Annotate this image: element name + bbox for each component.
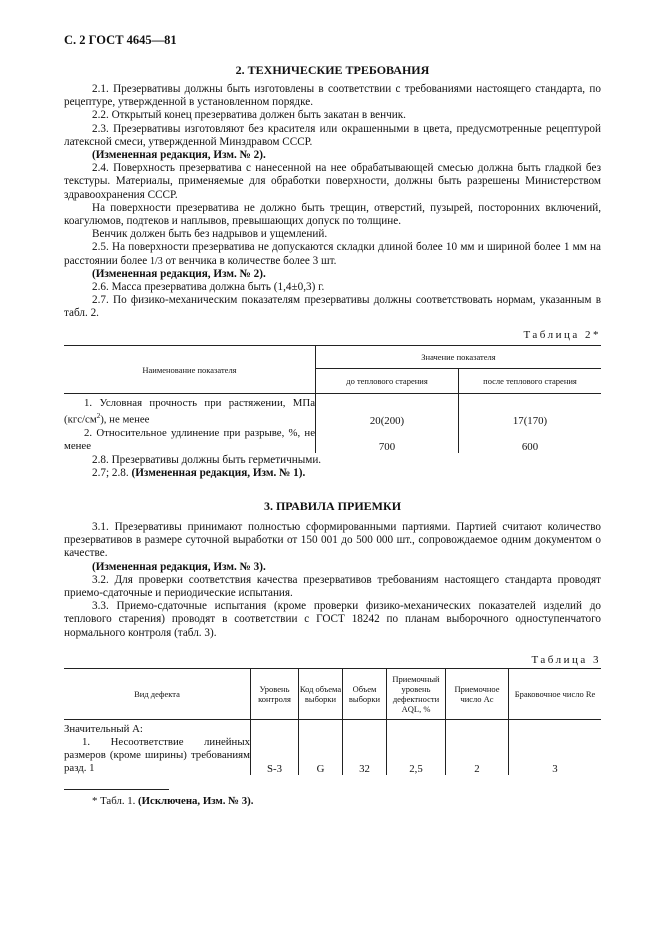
table-2-header-value: Значение показателя [316,346,602,369]
row-1-name-b: ), не менее [100,413,150,426]
table-3-header-re: Браковочное число Re [509,669,602,720]
section-3-body [64,521,601,640]
row-1-name-a: 1. Условная прочность при растяжении, МПа (кгс/см [64,397,315,426]
para-2-5-b: от венчика в количестве более 3 шт. [165,254,337,267]
table-3-header-aql: Приемочный уровень дефектности AQL, % [387,669,446,720]
table-3-header-defect: Вид дефекта [64,669,251,720]
table-3-header-size: Объем выборки [343,669,387,720]
table-3-row-1-aql: 2,5 [387,720,446,776]
table-3-row-1-ac: 2 [446,720,509,776]
para-2-6: 2.6. Масса презерватива должна быть (1,4±0,3) г. [92,281,325,294]
table-3-row-1-level: S-3 [251,720,299,776]
table-2-row-1-name [64,394,316,427]
table-2-row-1-before: 20(200) [316,394,459,427]
footnote-ref: * Табл. 1. [92,795,136,807]
para-2-7: 2.7. По физико-механическим показателям презервативы должны соответствовать нормам, указанным в табл. 2. [64,294,601,320]
para-2-5-note: (Измененная редакция, Изм. № 2). [92,267,266,280]
table-2-row-1-after: 17(170) [512,414,548,427]
section-2-title: 2. ТЕХНИЧЕСКИЕ ТРЕБОВАНИЯ [235,63,430,77]
fraction-one-third: 1/3 [149,255,163,267]
table-2 [64,345,601,453]
table-3-row-1-defect [64,720,251,776]
table-2-row-2-after: 600 [521,440,539,453]
table-2-header-before: до теплового старения [316,369,459,394]
para-2-5 [64,241,601,267]
para-2-1: 2.1. Презервативы должны быть изготовлены в соответствии с требованиями настоящего стандарта, по рецептуре, утвержденной в установленном порядке. [64,83,601,109]
para-2-4-c: Венчик должен быть без надрывов и ущемлений. [92,228,328,241]
para-2-8: 2.8. Презервативы должны быть герметичными. [92,454,322,466]
section-3-title: 3. ПРАВИЛА ПРИЕМКИ [263,499,402,513]
footnote-divider [64,789,169,790]
para-3-1: 3.1. Презервативы принимают полностью сформированными партиями. Партией считают количество презервативов в размере суточной выработки от 150 001 до 500 000 шт., сопровождаемое одним документом о качестве. [64,521,601,560]
table-3-row-1-re: 3 [552,763,558,775]
table-3-header-ac: Приемочное число Ac [446,669,509,720]
table-2-header-after: после теплового старения [459,369,602,394]
para-3-1-note: (Измененная редакция, Изм. № 3). [92,560,266,573]
table-3-row-1-size: 32 [343,720,387,776]
table-2-label: Таблица 2* [523,329,601,341]
table-2-row-2-before: 700 [316,427,459,453]
page-header: С. 2 ГОСТ 4645—81 [64,33,177,47]
table-3-label: Таблица 3 [531,654,601,666]
para-3-3: 3.3. Приемо-сдаточные испытания (кроме проверки физико-механических показателей изделий до теплового старения) проводят в соответствии с ГОСТ 18242 по планам выборочного одноступенчатого нормального контроля (табл. 3). [64,600,601,639]
para-2-7-2-8-note [64,467,601,480]
para-2-5-a: 2.5. На поверхности презерватива не допускаются складки длиной более 10 мм и шириной более 1 мм на расстоянии более [64,241,601,267]
note-text: (Измененная редакция, Изм. № 1). [131,467,306,480]
footnote [92,795,253,807]
defect-group: Значительный А: [64,723,143,735]
defect-row-1-text: 1. Несоответствие линейных размеров (кроме ширины) требованиям разд. 1 [64,736,250,774]
table-3-header-code: Код объема выборки [299,669,343,720]
para-2-4: 2.4. Поверхность презерватива с нанесенной на нее обрабатывающей смесью должна быть гладкой без текстуры. Материалы, применяемые для обработки поверхности, должны быть разрешены Министерством здравоохранения СССР. [64,162,601,201]
table-2-row-2-name: 2. Относительное удлинение при разрыве, %, не менее [64,426,315,452]
para-2-2: 2.2. Открытый конец презерватива должен быть закатан в венчик. [92,109,406,122]
footnote-text: (Исключена, Изм. № 3). [138,795,254,807]
note-ref: 2.7; 2.8. [92,467,129,480]
para-2-3: 2.3. Презервативы изготовляют без красителя или окрашенными в цвета, предусмотренные рецептурой латексной смеси, утвержденной Минздравом СССР. [64,122,601,148]
section-2-body [64,83,601,321]
table-3-row-1-code: G [299,720,343,776]
para-3-2: 3.2. Для проверки соответствия качества презервативов требованиям настоящего стандарта проводят приемо-сдаточные и периодические испытания. [64,573,601,600]
para-2-3-note: (Измененная редакция, Изм. № 2). [92,149,266,162]
table-3 [64,668,601,775]
para-2-4-b: На поверхности презерватива не должно быть трещин, отверстий, пузырей, посторонних включений, коагулюмов, подтеков и наплывов, превышающих допуск по толщине. [64,201,601,228]
section-2-tail [64,454,601,480]
table-3-header-level: Уровень контроля [251,669,299,720]
table-2-header-name: Наименование показателя [64,346,316,394]
row-1-sup: 2 [96,412,101,420]
